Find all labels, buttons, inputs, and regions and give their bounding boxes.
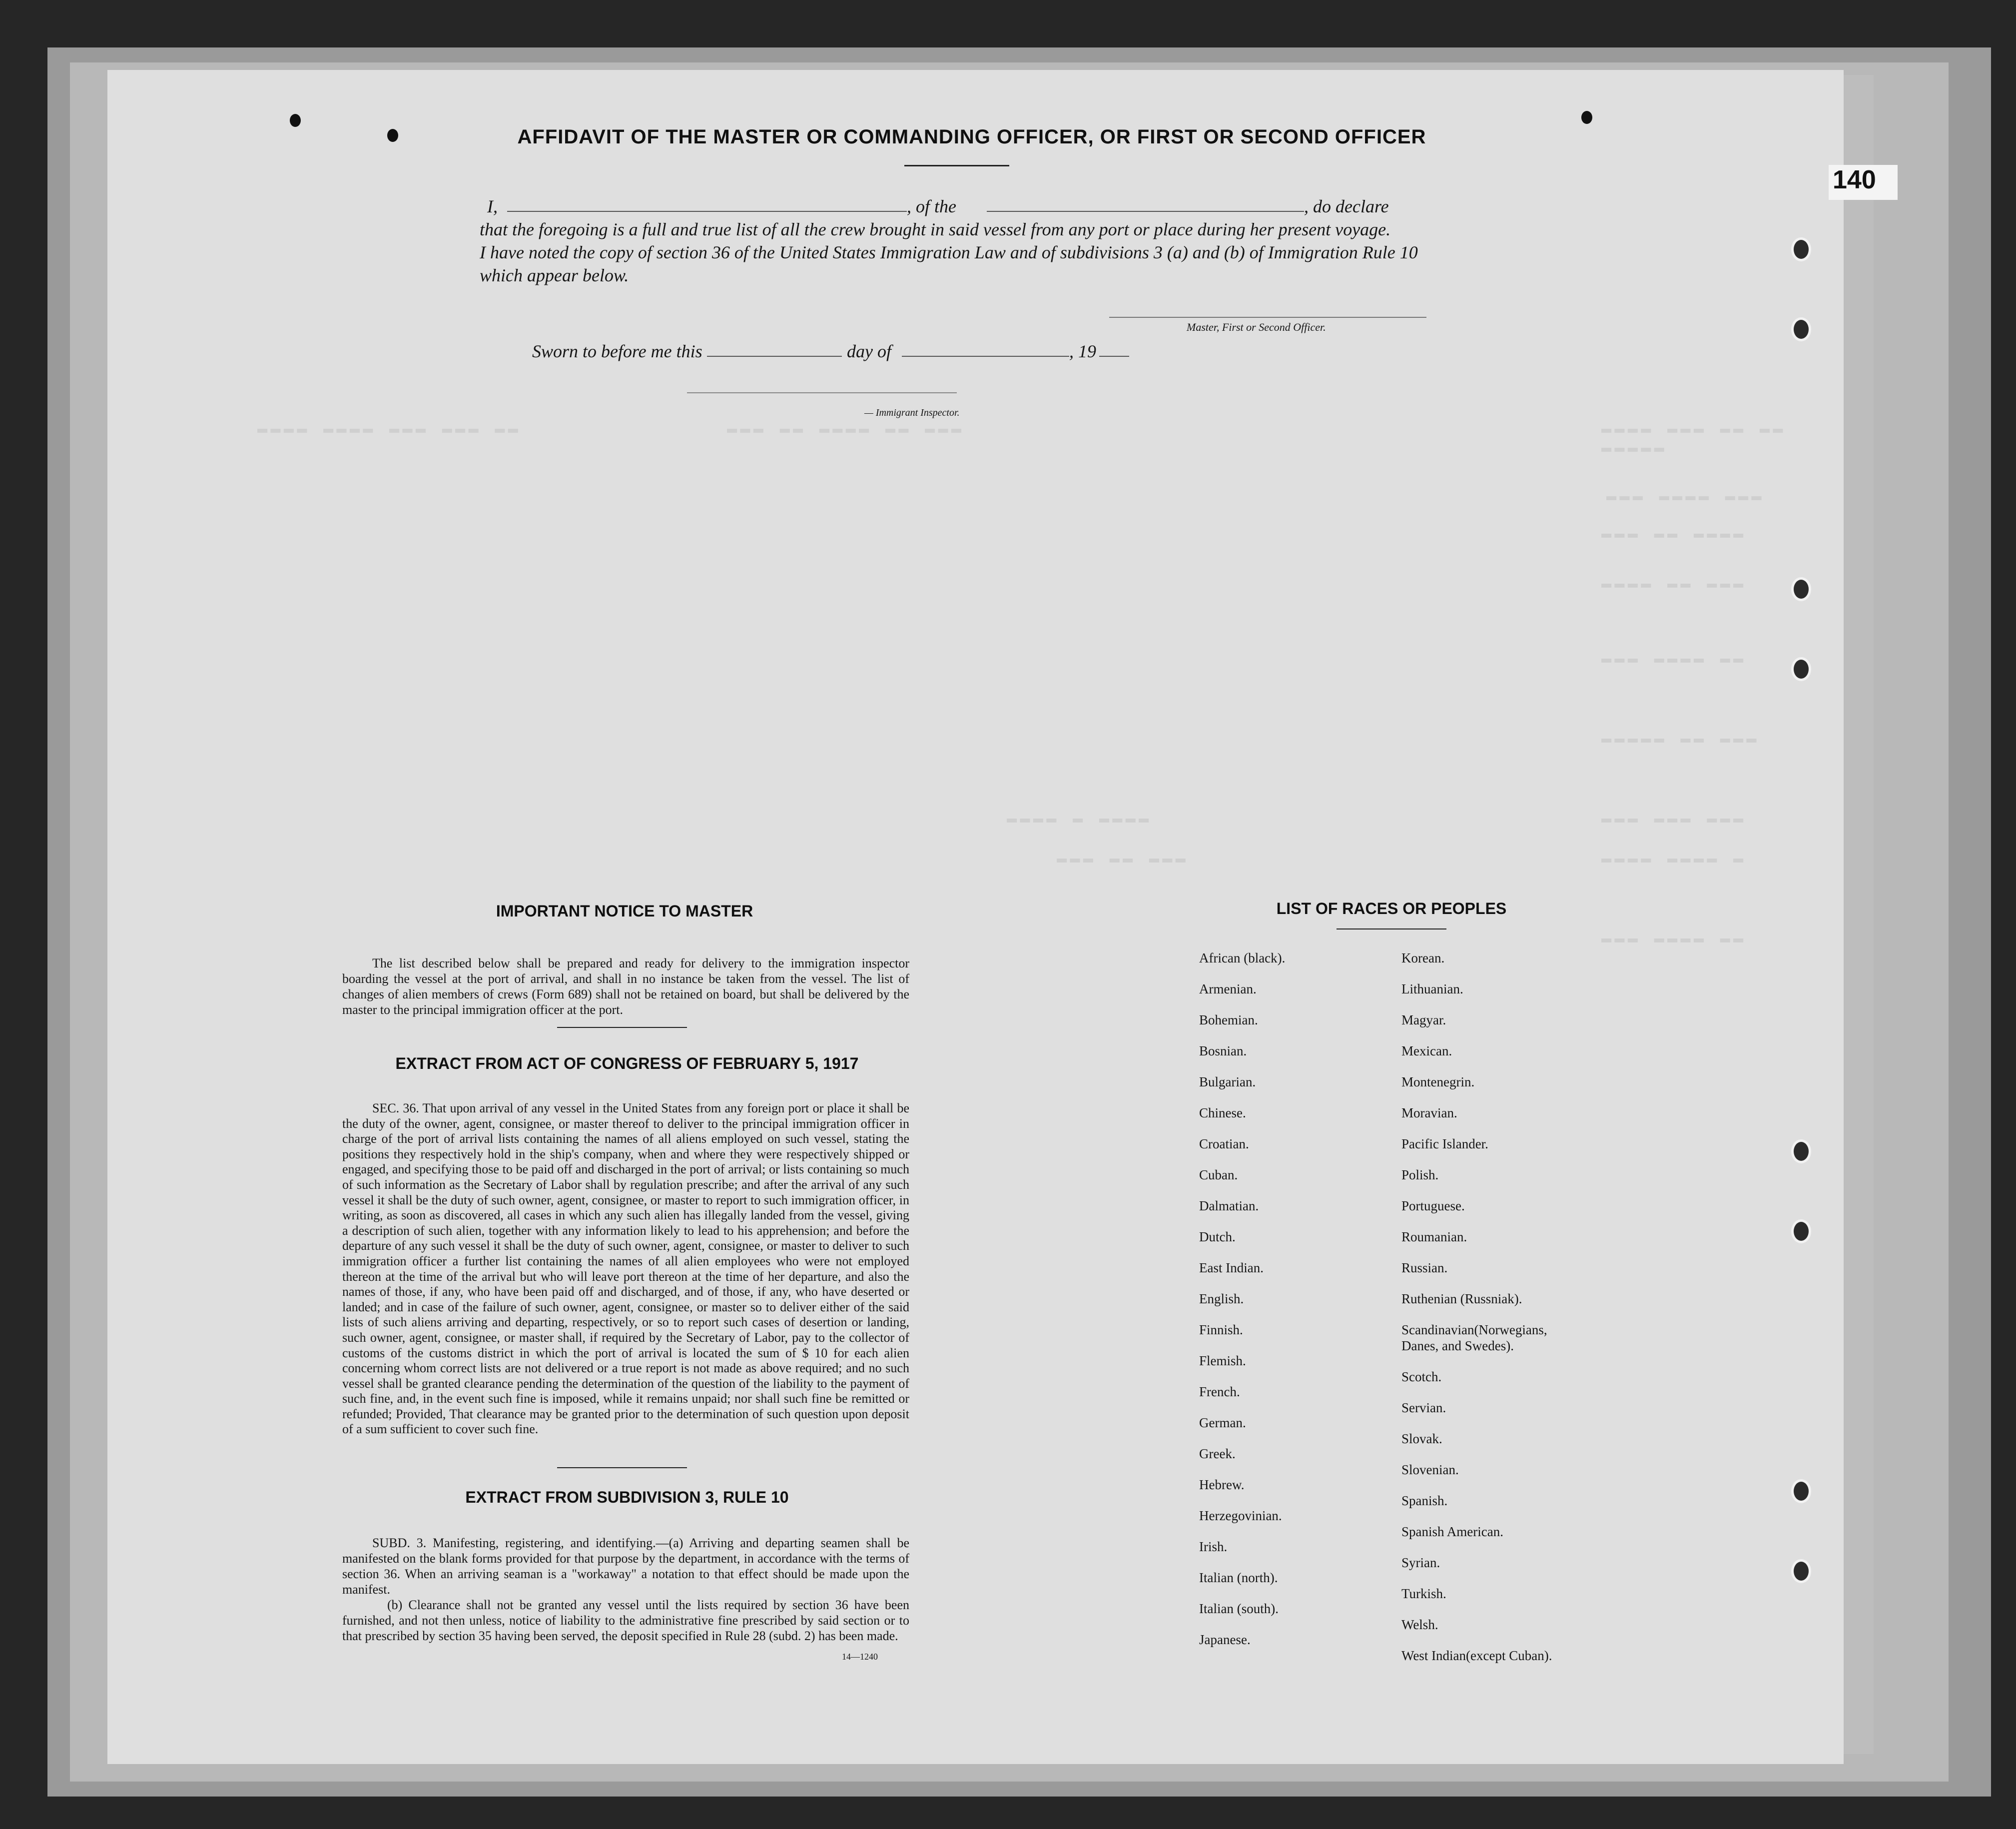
binder-hole [1791, 1479, 1811, 1503]
race-item: Dalmatian. [1199, 1198, 1259, 1213]
race-item: Magyar. [1401, 1012, 1446, 1027]
race-item: Lithuanian. [1401, 981, 1463, 996]
race-item: Portuguese. [1401, 1198, 1465, 1213]
rule-text-b: (b) Clearance shall not be granted any vessel until the lists required by section 36 have been furnished, and not then unless, notice of liability to the administrative fine prescribed by said section or to that prescribed by section 35 having been served, the deposit specified in Rule 28 (subd. 2) has been made. [342, 1598, 909, 1643]
race-item: Ruthenian (Russniak). [1401, 1291, 1522, 1306]
binder-hole [1791, 577, 1811, 601]
section-divider [557, 1467, 687, 1468]
race-item: Bulgarian. [1199, 1074, 1256, 1089]
race-item: Chinese. [1199, 1105, 1246, 1120]
punch-mark [290, 114, 301, 127]
race-item: Slovak. [1401, 1431, 1442, 1446]
section-divider [557, 1027, 687, 1028]
race-item: African (black). [1199, 950, 1286, 965]
affidavit-declare-label: , do declare [1304, 196, 1389, 216]
race-item: Flemish. [1199, 1353, 1246, 1368]
race-item: Slovenian. [1401, 1462, 1459, 1477]
sworn-month-blank[interactable] [902, 356, 1069, 357]
races-title: LIST OF RACES OR PEOPLES [1276, 900, 1507, 917]
race-item: Spanish American. [1401, 1524, 1503, 1539]
binder-hole [1791, 237, 1811, 261]
race-item: East Indian. [1199, 1260, 1264, 1275]
notice-text: The list described below shall be prepared and ready for delivery to the immigration inspector boarding the vessel at the port of arrival, and shall in no instance be taken from the vessel. The list of changes of alien members of crews (Form 689) shall not be retained on board, but shall be delivered by the master to the principal immigration officer at the port. [342, 956, 909, 1017]
affidavit-statement-line: I have noted the copy of section 36 of the United States Immigration Law and of subdivisions 3 (a) and (b) of Immigration Rule 10 [480, 242, 1418, 262]
race-item: Turkish. [1401, 1586, 1446, 1601]
race-item: Polish. [1401, 1167, 1439, 1182]
binder-hole [1791, 1139, 1811, 1163]
race-item: Russian. [1401, 1260, 1448, 1275]
race-item: French. [1199, 1384, 1240, 1399]
race-item: Servian. [1401, 1400, 1446, 1415]
race-item: Herzegovinian. [1199, 1508, 1282, 1523]
act-text: SEC. 36. That upon arrival of any vessel in the United States from any foreign port or place it shall be the duty of the owner, agent, consignee, or master thereof to deliver to the principal immigration officer in charge of the port of arrival lists containing the names of all aliens employed on such vessel, stating the positions they respectively hold in the ship's company, when and where they were respectively shipped or engaged, and specifying those to be paid off and discharged in the port of arrival; or lists containing so much of such information as the Secretary of Labor shall by regulation prescribe; and after the arrival of any such vessel it shall be the duty of such owner, agent, consignee, or master to report to such immigration officer, in writing, as soon as discovered, all cases in which any such alien has illegally landed from the vessel, giving a description of such alien, together with any information likely to lead to his apprehension; and before the departure of any such vessel it shall be the duty of such owner, agent, consignee, or master to deliver to such immigration officer a further list containing the names of all alien employees who were not employed thereon at the time of the arrival but who will leave port thereon at the time of her departure, and also the names of those, if any, who have been paid off and discharged, and of those, if any, who have deserted or landed; and in case of the failure of such owner, agent, consignee, or master so to deliver either of the said lists of such aliens arriving and departing, respectively, or so to report such cases of desertion or landing, such owner, agent, consignee, or master shall, if required by the Secretary of Labor, pay to the collector of customs of the customs district in which the port of arrival is located the sum of $ 10 for each alien concerning whom correct lists are not delivered or a true report is not made as above required; and no such vessel shall be granted clearance pending the determination of the question of the liability to the payment of such fine, and, in the event such fine is imposed, while it remains unpaid; nor shall such fine be remitted or refunded; Provided, That clearance may be granted prior to the determination of such question upon deposit of a sum sufficient to cover such fine. [342, 1101, 909, 1437]
race-item: Korean. [1401, 950, 1445, 965]
binder-hole [1791, 1559, 1811, 1583]
race-item: Greek. [1199, 1446, 1236, 1461]
day-of-label: day of [847, 341, 891, 361]
binder-hole [1791, 657, 1811, 681]
form-code: 14—1240 [842, 1652, 878, 1662]
race-item: Scandinavian(Norwegians, [1401, 1322, 1547, 1337]
name-blank[interactable] [507, 211, 907, 212]
inspector-signature-line[interactable] [687, 392, 957, 393]
race-item: English. [1199, 1291, 1244, 1306]
race-item: Mexican. [1401, 1043, 1452, 1058]
race-item: Bosnian. [1199, 1043, 1247, 1058]
race-item: West Indian(except Cuban). [1401, 1648, 1552, 1663]
race-item: Moravian. [1401, 1105, 1457, 1120]
year-blank[interactable] [1099, 356, 1129, 357]
sworn-day-blank[interactable] [707, 356, 842, 357]
affidavit-title: AFFIDAVIT OF THE MASTER OR COMMANDING OFFICER, OR FIRST OR SECOND OFFICER [517, 126, 1426, 148]
race-item: Finnish. [1199, 1322, 1243, 1337]
sheet-number-label: 140 [1829, 165, 1898, 200]
affidavit-statement-line: which appear below. [480, 265, 629, 285]
title-underline [904, 165, 1009, 166]
master-signature-line[interactable] [1109, 317, 1426, 318]
race-item: Scotch. [1401, 1369, 1442, 1384]
rule-text-a: SUBD. 3. Manifesting, registering, and identifying.—(a) Arriving and departing seamen shall be manifested on the blank forms provided for that purpose by the department, in accordance with the terms of section 36. When an arriving seaman is a "workaway" a notation to that effect should be made upon the manifest. [342, 1536, 909, 1597]
race-item: Cuban. [1199, 1167, 1238, 1182]
binder-hole [1791, 317, 1811, 341]
sworn-label: Sworn to before me this [532, 341, 702, 361]
affidavit-of-the-label: , of the [907, 196, 956, 216]
race-item: Dutch. [1199, 1229, 1236, 1244]
race-item: Japanese. [1199, 1632, 1251, 1647]
race-item: Croatian. [1199, 1136, 1249, 1151]
page-edge [1844, 75, 1874, 1754]
race-item: Bohemian. [1199, 1012, 1258, 1027]
race-item: Italian (north). [1199, 1570, 1278, 1585]
master-caption: Master, First or Second Officer. [1187, 321, 1326, 333]
binder-hole [1791, 1219, 1811, 1243]
affidavit-i-label: I, [487, 196, 498, 216]
race-item: Irish. [1199, 1539, 1228, 1554]
race-item: Montenegrin. [1401, 1074, 1475, 1089]
race-item: Hebrew. [1199, 1477, 1245, 1492]
rule-title: EXTRACT FROM SUBDIVISION 3, RULE 10 [465, 1488, 789, 1506]
notice-title: IMPORTANT NOTICE TO MASTER [496, 902, 753, 920]
act-title: EXTRACT FROM ACT OF CONGRESS OF FEBRUARY 5, 1917 [395, 1054, 859, 1072]
race-item: Armenian. [1199, 981, 1257, 996]
race-item: Syrian. [1401, 1555, 1440, 1570]
affidavit-statement-line: that the foregoing is a full and true list of all the crew brought in said vessel from any port or place during her present voyage. [480, 219, 1391, 239]
races-title-underline [1337, 928, 1446, 929]
manifest-page: ▬▬▬▬ ▬▬▬ ▬▬ ▬▬ ▬▬▬▬▬ ▬▬▬ ▬▬ ▬▬▬▬ ▬▬ ▬▬▬ ▬▬▬▬ ▬▬▬▬ ▬▬▬ ▬▬▬ ▬▬ ▬▬▬ ▬▬▬▬ ▬▬▬ ▬▬▬ ▬▬ ▬▬▬▬ ▬▬▬▬ ▬▬ ▬▬▬ ▬▬▬ ▬▬▬▬ ▬▬ ▬▬▬▬▬ ▬▬ ▬▬▬ ▬▬▬ ▬▬▬ ▬▬▬ ▬▬▬▬ ▬ ▬▬▬▬ ▬▬▬▬ ▬▬▬▬ ▬ ▬▬▬ ▬▬ ▬▬▬ ▬▬▬ ▬▬▬▬ ▬▬ AFFIDAVIT OF THE MASTER OR COMMANDING OFFICER, OR FIRST OR SECOND OFFICER I, , of the , do declare that the foregoing is a full and true list of all the crew brought in said vessel from any port or place during her present voyage. I have noted the copy of section 36 of the United States Immigration Law and of subdivisions 3 (a) and (b) of Immigration Rule 10 which appear below. Master, First or Second Officer. Sworn to before me this day of , 19 — Immigrant Inspector. IMPORTANT NOTICE TO MASTER The list described below shall be prepared and ready for delivery to the immigration inspector boarding the vessel at the port of arrival, and shall in no instance be taken from the vessel. The list of changes of alien members of crews (Form 689) shall not be retained on board, but shall be delivered by the master to the principal immigration officer at the port. EXTRACT FROM ACT OF CONGRESS OF FEBRUARY 5, 1917 SEC. 36. That upon arrival of any vessel in the United States from any foreign port or place it shall be the duty of the owner, agent, consignee, or master thereof to deliver to the principal immigration officer in charge of the port of arrival lists containing the names of all aliens employed on such vessel, stating the positions they respectively hold in the ship's company, when and where they were respectively shipped or engaged, and specifying those to be paid off and discharged in the port of arrival; or lists containing so much of such information as the Secretary of Labor shall by regulation prescribe; and after the arrival of any such vessel it shall be the duty of such owner, agent, consignee, or master to report to such immigration officer, in writing, as soon as discovered, all cases in which any such alien has illegally landed from the vessel, giving a description of such alien, together with any information likely to lead to his apprehension; and before the departure of any such vessel it shall be the duty of such owner, agent, consignee, or master to deliver to such immigration officer a further list containing the names of all alien employees who were not employed thereon at the time of the arrival but who will leave port thereon at the time of her departure, and also the names of those, if any, who have been paid off and discharged, and of those, if any, who have deserted or landed; and in case of the failure of such owner, agent, consignee, or master so to deliver either of the said lists of such aliens arriving and departing, respectively, or so to report such cases of desertion or landing, such owner, agent, consignee, or master shall, if required by the Secretary of Labor, pay to the collector of customs of the customs district in which the port of arrival is located the sum of $ 10 for each alien concerning whom correct lists are not delivered or a true report is not made as above required; and no such vessel shall be granted clearance pending the determination of the question of the liability to the payment of such fine, and, in the event such fine is imposed, while it remains unpaid; nor shall such fine be remitted or refunded; Provided, That clearance may be granted prior to the determination of such question upon deposit of a sum sufficient to cover such fine. EXTRACT FROM SUBDIVISION 3, RULE 10 SUBD. 3. Manifesting, registering, and identifying.—(a) Arriving and departing seamen shall be manifested on the blank forms provided for that purpose by the department, in accordance with the terms of section 36. When an arriving seaman is a "workaway" a notation to that effect should be made upon the manifest. (b) Clearance shall not be granted any vessel until the lists required by section 36 have been furnished, and not then unless, notice of liability to the administrative fine prescribed by said section or to that prescribed by section 35 having been served, the deposit specified in Rule 28 (subd. 2) has been made. 14—1240 LIST OF RACES OR PEOPLES African (black). Armenian. Bohemian. Bosnian. Bulgarian. Chinese. Croatian. Cuban. Dalmatian. Dutch. East Indian. English. Finnish. Flemish. French. German. Greek. Hebrew. Herzegovinian. Irish. Italian (north). Italian (south). Japanese. Korean. Lithuanian. Magyar. Mexican. Montenegrin. Moravian. Pacific Islander. Polish. Portuguese. Roumanian. Russian. Ruthenian (Russniak). Scandinavian(Norwegians, Danes, and Swedes). Scotch. Servian. Slovak. Slovenian. Spanish. Spanish American. Syrian. Turkish. Welsh. West Indian(except Cuban). [107, 70, 1844, 1764]
inspector-caption: — Immigrant Inspector. [864, 407, 960, 418]
year-label: , 19 [1069, 341, 1096, 361]
vessel-blank[interactable] [987, 211, 1304, 212]
race-item: German. [1199, 1415, 1246, 1430]
race-item: Danes, and Swedes). [1401, 1338, 1514, 1353]
race-item: Italian (south). [1199, 1601, 1279, 1616]
race-item: Pacific Islander. [1401, 1136, 1488, 1151]
punch-mark [1581, 111, 1592, 124]
race-item: Spanish. [1401, 1493, 1448, 1508]
race-item: Welsh. [1401, 1617, 1438, 1632]
race-item: Roumanian. [1401, 1229, 1467, 1244]
punch-mark [387, 129, 398, 142]
